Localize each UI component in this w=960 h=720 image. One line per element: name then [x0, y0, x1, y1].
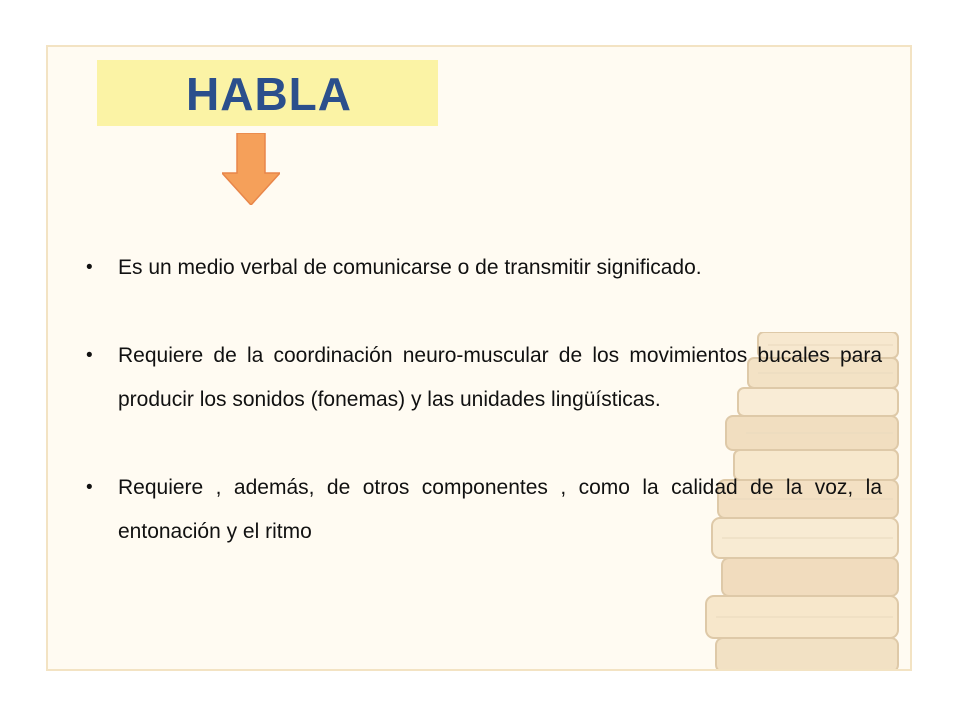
bullet-item [86, 246, 882, 290]
bullet-item [86, 466, 882, 554]
bullet-dot: • [86, 257, 93, 278]
bullet-list [86, 246, 882, 554]
slide-title: HABLA [186, 68, 352, 120]
bullet-text: Es un medio verbal de comunicarse o de transmitir significado. [118, 256, 702, 279]
bullet-text: Requiere , además, de otros componentes , como la calidad de la voz, la entonación y el ritmo [118, 476, 882, 543]
bullet-dot: • [86, 477, 93, 498]
down-arrow-icon [222, 133, 280, 205]
bullet-dot: • [86, 345, 93, 366]
bullet-item [86, 334, 882, 422]
bullet-text: Requiere de la coordinación neuro-muscular de los movimientos bucales para producir los sonidos (fonemas) y las unidades lingüísticas. [118, 344, 882, 411]
